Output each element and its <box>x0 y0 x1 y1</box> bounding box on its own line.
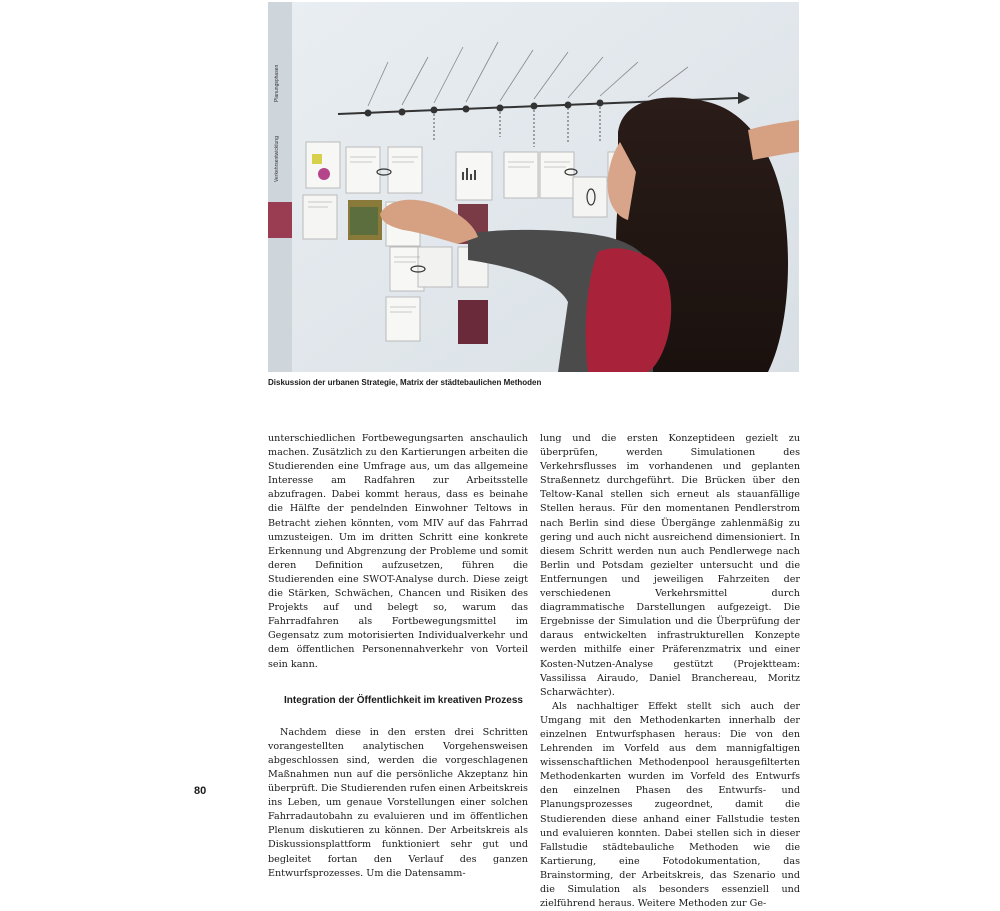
section-heading: Integration der Öffentlichkeit im kreativen Prozess <box>284 694 523 706</box>
wall-label-top: Planungsphasen <box>274 64 280 102</box>
body-paragraph: lung und die ersten Konzeptideen gezielt zu überprüfen, werden Simulationen des Verkehrsflusses im vorhandenen und geplanten Straßennetz durchgeführt. Die Brücken über den Teltow-Kanal stellen sich erneut als stauanfällige Stellen heraus. Für den momentanen Pendlerstrom nach Berlin sind diese Übergänge zahlenmäßig zu gering und auch nicht ausreichend dimensioniert. In diesem Schritt werden nun auch Pendlerwege nach Berlin und Potsdam gezielter untersucht und die Entfernungen und jeweiligen Fahrzeiten der verschiedenen Verkehrsmittel durch diagrammatische Darstellungen aufgezeigt. Die Ergebnisse der Simulation und die Überprüfung der daraus entwickelten infrastrukturellen Konzepte werden mithilfe einer Präferenzmatrix und einer Kosten-Nutzen-Analyse gestützt (Projektteam: Vassilissa Airaudo, Daniel Branchereau, Moritz Scharwächter). <box>540 433 800 698</box>
body-paragraph: unterschiedlichen Fortbewegungsarten anschaulich machen. Zusätzlich zu den Kartierungen arbeiten die Studierenden eine Umfrage aus, um das allgemeine Interesse am Radfahren zur Arbeitsstelle abzufragen. Dabei kommt heraus, dass es beinahe die Hälfte der pendelnden Einwohner Teltows in Betracht ziehen könnten, vom MIV auf das Fahrrad umzusteigen. Um im dritten Schritt eine konkrete Erkennung und Abgrenzung der Probleme und somit deren Definition aufzusetzen, führen die Studierenden eine SWOT-Analyse durch. Diese zeigt die Stärken, Schwächen, Chancen und Risiken des Projekts auf und belegt so, warum das Fahrradfahren als Fortbewegungsmittel im Gegensatz zum motorisierten Individualverkehr und dem öffentlichen Personennahverkehr von Vorteil sein kann. <box>268 433 528 670</box>
body-paragraph: Nachdem diese in den ersten drei Schritten vorangestellten analytischen Vorgehensweisen abgeschlossen sind, werden die vorgeschlagenen Maßnahmen nun auf die persönliche Akzeptanz hin überprüft. Die Studierenden rufen einen Arbeitskreis ins Leben, um genaue Vorstellungen einer solchen Fahrradautobahn zu evaluieren und im öffentlichen Plenum diskutieren zu können. Der Arbeitskreis als Diskussionsplattform funktioniert sehr gut und begleitet fortan den Verlauf des ganzen Entwurfsprozesses. Um die Datensamm- <box>268 726 528 879</box>
text-column-right <box>540 432 800 911</box>
photo-caption: Diskussion der urbanen Strategie, Matrix der städtebaulichen Methoden <box>268 378 542 387</box>
body-paragraph: Als nachhaltiger Effekt stellt sich auch der Umgang mit den Methodenkarten innerhalb der einzelnen Entwurfsphasen heraus: Die von den Lehrenden im Vorfeld aus dem mannigfaltigen wissenschaftlichen Methodenpool herausgefilterten Methodenkarten wurden im Vorfeld des Entwurfs den einzelnen Phasen des Entwurfs- und Planungsprozesses zugeordnet, damit die Studierenden diese anhand einer Fallstudie testen und evaluieren konnten. Dabei stellen sich in dieser Fallstudie städtebauliche Methoden wie die Kartierung, eine Fotodokumentation, das Brainstorming, der Arbeitskreis, das Szenario und die Simulation als besonders essenziell und zielführend heraus. Weitere Methoden zur Ge- <box>540 700 800 910</box>
wall-label-side: Verkehrsentwicklung <box>274 136 280 182</box>
photo-wall-matrix <box>268 2 799 372</box>
page-number: 80 <box>194 785 207 797</box>
text-column-left <box>268 432 528 881</box>
